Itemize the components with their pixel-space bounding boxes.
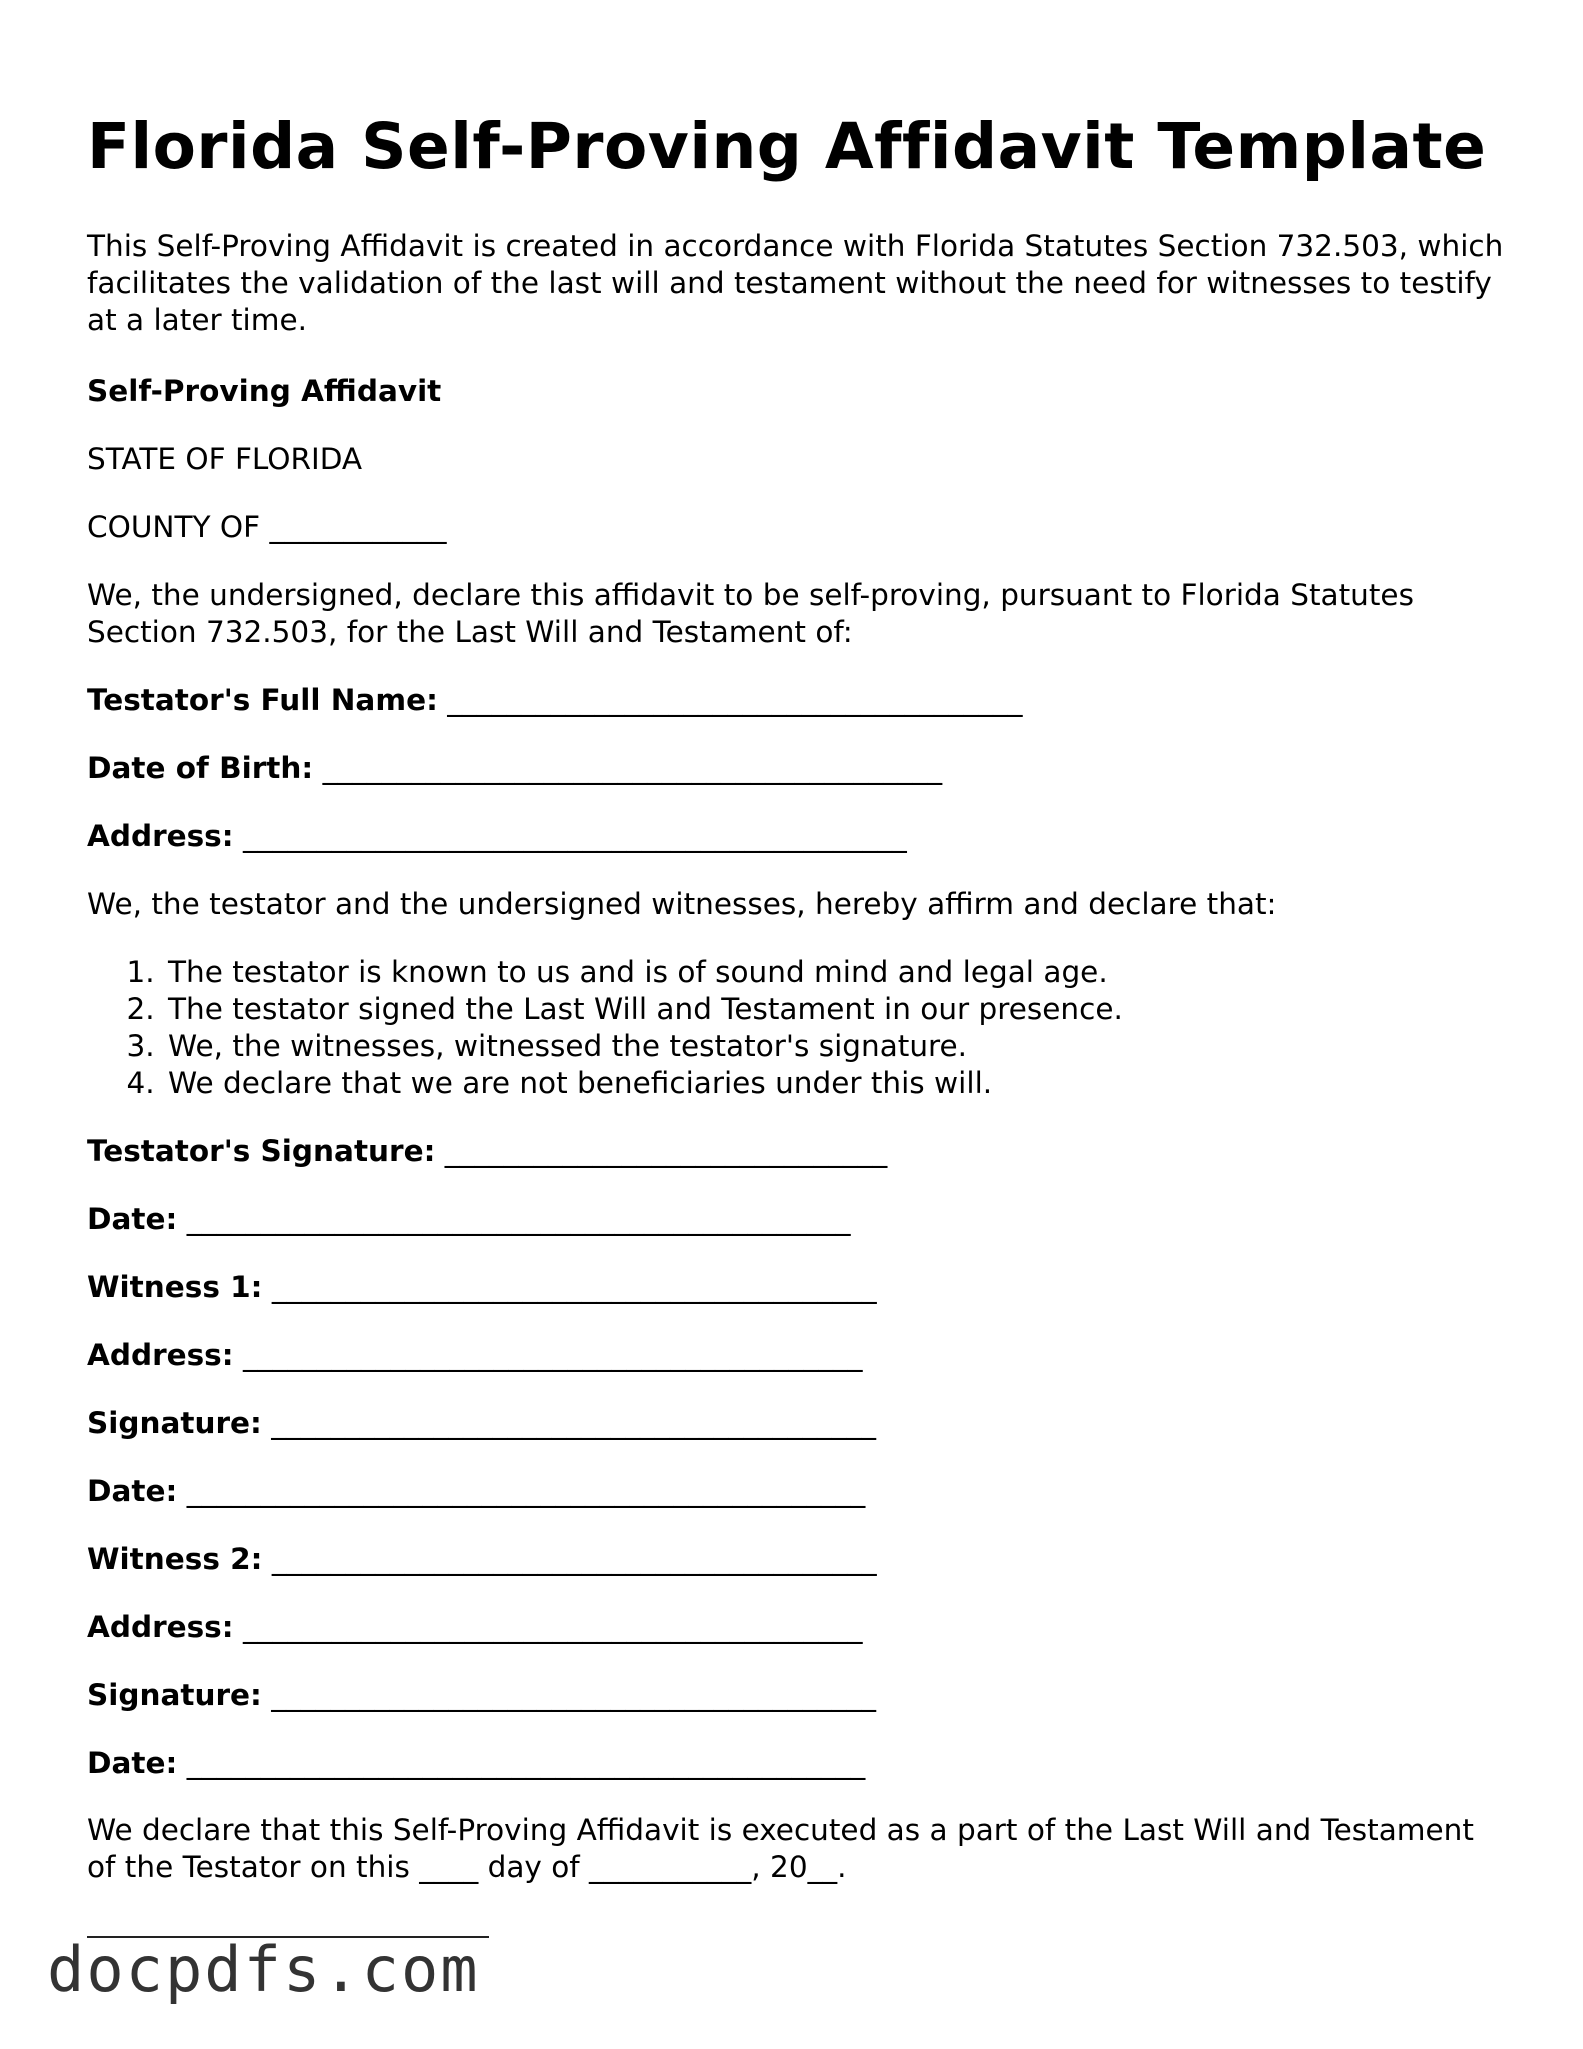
declaration-paragraph: We, the undersigned, declare this affidavit to be self-proving, pursuant to Florida Statutes Section 732.503, for the Last Will and Testament of:: [87, 578, 1414, 649]
section-heading: Self-Proving Affidavit: [87, 374, 442, 408]
field-blank[interactable]: _________________________________________: [271, 1270, 877, 1304]
field-blank[interactable]: _________________________________________: [271, 1406, 876, 1440]
field-label: Date:: [87, 1746, 178, 1780]
watermark-logo: docpdfs.com: [47, 1933, 480, 2006]
field-blank[interactable]: _____________________________________________: [186, 1202, 851, 1236]
date-of-birth-field[interactable]: [87, 750, 1507, 787]
field-blank[interactable]: __________________________________________: [242, 1338, 863, 1372]
field-label: Address:: [87, 1338, 234, 1372]
affirmation-list: [87, 954, 1507, 1102]
field-blank[interactable]: ______________________________: [444, 1134, 888, 1168]
witness-1-date-field[interactable]: [87, 1473, 1507, 1510]
field-blank[interactable]: _____________________________________________: [242, 819, 907, 853]
field-label: Signature:: [87, 1678, 262, 1712]
list-item: 2. The testator signed the Last Will and Testament in our presence.: [164, 991, 1507, 1028]
testator-signature-field[interactable]: [87, 1133, 1507, 1170]
list-item: 1. The testator is known to us and is of sound mind and legal age.: [164, 954, 1507, 991]
field-label: Signature:: [87, 1406, 262, 1440]
affidavit-document: [87, 108, 1507, 1917]
field-label: Witness 1:: [87, 1270, 263, 1304]
field-label: Witness 2:: [87, 1542, 263, 1576]
state-line: STATE OF FLORIDA: [87, 442, 363, 476]
witness-2-address-field[interactable]: [87, 1609, 1507, 1646]
witness-2-signature-field[interactable]: [87, 1677, 1507, 1714]
field-blank[interactable]: __________________________________________: [322, 751, 943, 785]
list-item: 3. We, the witnesses, witnessed the testator's signature.: [164, 1028, 1507, 1065]
field-label: Date:: [87, 1474, 178, 1508]
testator-address-field[interactable]: [87, 818, 1507, 855]
field-blank[interactable]: _________________________________________: [271, 1678, 876, 1712]
list-item: 4. We declare that we are not beneficiaries under this will.: [164, 1065, 1507, 1102]
field-label: Testator's Signature:: [87, 1134, 436, 1168]
witness-1-signature-field[interactable]: [87, 1405, 1507, 1442]
field-blank[interactable]: __________________________________________: [242, 1610, 863, 1644]
field-blank[interactable]: ______________________________________________: [186, 1474, 866, 1508]
document-title: Florida Self-Proving Affidavit Template: [87, 110, 1487, 183]
intro-paragraph: This Self-Proving Affidavit is created in accordance with Florida Statutes Section 732.503, which facilitates the validation of the last will and testament without the need for witnesses to testify at a later time.: [87, 229, 1504, 337]
field-label: Date:: [87, 1202, 178, 1236]
field-label: Date of Birth:: [87, 751, 314, 785]
county-line: COUNTY OF ____________: [87, 510, 447, 544]
witness-1-name-field[interactable]: [87, 1269, 1507, 1306]
witness-2-date-field[interactable]: [87, 1745, 1507, 1782]
field-blank[interactable]: ______________________________________________: [186, 1746, 866, 1780]
field-label: Testator's Full Name:: [87, 683, 438, 717]
field-blank[interactable]: _________________________________________: [271, 1542, 877, 1576]
field-label: Address:: [87, 1610, 234, 1644]
testator-date-field[interactable]: [87, 1201, 1507, 1238]
witness-1-address-field[interactable]: [87, 1337, 1507, 1374]
witness-2-name-field[interactable]: [87, 1541, 1507, 1578]
testator-name-field[interactable]: [87, 682, 1507, 719]
affirmation-paragraph: We, the testator and the undersigned witnesses, hereby affirm and declare that:: [87, 887, 1277, 921]
closing-paragraph: We declare that this Self-Proving Affidavit is executed as a part of the Last Will and Testament of the Testator on this ____ day of ___________, 20__.: [87, 1813, 1474, 1884]
field-label: Address:: [87, 819, 234, 853]
field-blank[interactable]: _______________________________________: [447, 683, 1023, 717]
